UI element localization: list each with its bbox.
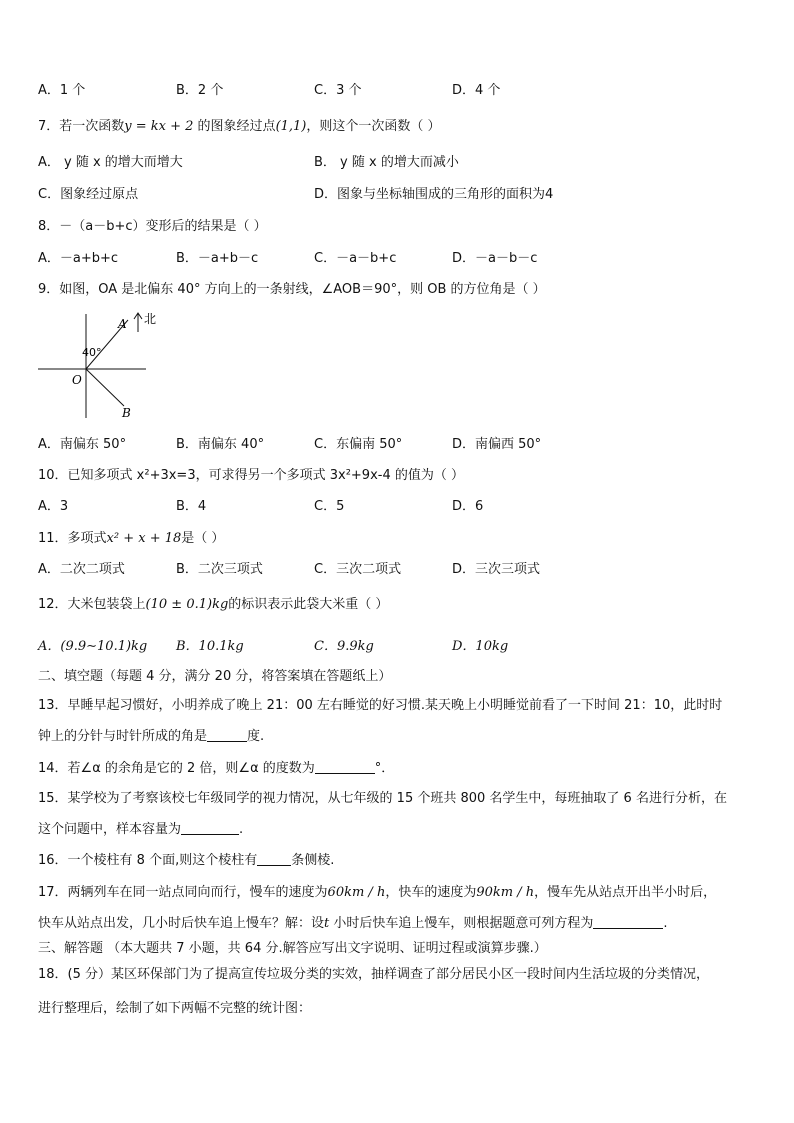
label-angle: 40°	[82, 346, 102, 359]
label-o: O	[72, 373, 82, 387]
q11-prefix: 11．多项式	[38, 531, 107, 546]
q11-suffix: 是（ ）	[181, 531, 225, 546]
q14-stem	[38, 759, 394, 778]
q17-line2-a: 快车从站点出发，几小时后快车追上慢车？解：设	[38, 916, 325, 931]
q12-stem	[38, 596, 388, 614]
q13-line2	[38, 727, 264, 746]
q12-prefix: 12．大米包装袋上	[38, 597, 146, 612]
q15-line2-text: 这个问题中，样本容量为	[38, 822, 182, 837]
q17-line1-a: 17．两辆列车在同一站点同向而行，慢车的速度为	[38, 885, 328, 900]
q11-option-d: D．三次三项式	[452, 562, 541, 577]
q13-answer-blank[interactable]	[207, 727, 247, 742]
q7-formula: y = kx + 2	[124, 119, 194, 134]
q11-option-a: A．二次二项式	[38, 562, 125, 577]
q14-end: °．	[374, 761, 395, 776]
q6-option-a: A．1 个	[38, 83, 86, 98]
q17-line2-b: 小时后快车追上慢车，则根据题意可列方程为	[329, 916, 594, 931]
q18-line1: 18．(5 分）某区环保部门为了提高宣传垃圾分类的实效，抽样调查了部分居民小区一段时间内生活垃圾的分类情况，	[38, 967, 710, 982]
q8-stem: 8．－（a－b+c）变形后的结果是（ ）	[38, 219, 267, 234]
q7-prefix: 7．若一次函数	[38, 119, 125, 134]
q6-option-b: B．2 个	[176, 83, 224, 98]
q9-option-b: B．南偏东 40°	[176, 437, 265, 452]
q9-option-d: D．南偏西 50°	[452, 437, 542, 452]
q16-end: 条侧棱.	[291, 853, 335, 868]
q10-option-d: D．6	[452, 499, 484, 514]
q15-answer-blank[interactable]	[181, 820, 239, 835]
q9-option-a: A．南偏东 50°	[38, 437, 127, 452]
q8-option-b: B．－a+b－c	[176, 251, 259, 266]
q15-line1: 15．某学校为了考察该校七年级同学的视力情况，从七年级的 15 个班共 800 名学生中，每班抽取了 6 名进行分析，在	[38, 791, 727, 806]
q9-stem: 9．如图，OA 是北偏东 40° 方向上的一条射线，∠AOB＝90°，则 OB 的方位角是（ ）	[38, 282, 546, 297]
q12-option-c: C．9.9kg	[314, 639, 374, 654]
q18-line2: 进行整理后，绘制了如下两幅不完整的统计图：	[38, 1001, 312, 1016]
q13-line2-end: 度.	[247, 729, 265, 744]
q7-option-c: C．图象经过原点	[38, 187, 139, 202]
section-2-heading: 二、填空题（每题 4 分，满分 20 分，将答案填在答题纸上）	[38, 669, 392, 684]
label-a: A	[118, 317, 127, 331]
q8-option-c: C．－a－b+c	[314, 251, 397, 266]
q14-answer-blank[interactable]	[315, 759, 375, 774]
q17-speed-fast: 90km / h	[476, 885, 535, 900]
q14-text: 14．若∠α 的余角是它的 2 倍，则∠α 的度数为	[38, 761, 315, 776]
label-b: B	[122, 406, 131, 420]
q16-text: 16．一个棱柱有 8 个面,则这个棱柱有	[38, 853, 258, 868]
q17-variable: t	[324, 916, 330, 931]
q13-line2-text: 钟上的分针与时针所成的角是	[38, 729, 208, 744]
q17-line1-b: ，快车的速度为	[385, 885, 477, 900]
q7-suffix: ，则这个一次函数（ ）	[306, 119, 441, 134]
q11-option-c: C．三次二项式	[314, 562, 402, 577]
q6-option-c: C．3 个	[314, 83, 362, 98]
q17-answer-blank[interactable]	[593, 914, 663, 929]
q12-option-a: A．(9.9∼10.1)kg	[38, 639, 148, 654]
q10-option-b: B．4	[176, 499, 207, 514]
q9-option-c: C．东偏南 50°	[314, 437, 403, 452]
q7-stem	[38, 118, 441, 136]
q6-option-d: D．4 个	[452, 83, 501, 98]
label-north: 北	[144, 312, 157, 326]
q15-line2-end: .	[239, 822, 244, 837]
q17-speed-slow: 60km / h	[327, 885, 386, 900]
q11-option-b: B．二次三项式	[176, 562, 263, 577]
section-3-heading: 三、解答题 （本大题共 7 小题，共 64 分.解答应写出文字说明、证明过程或演算步骤.）	[38, 941, 547, 956]
q9-figure	[30, 306, 160, 424]
q7-option-b: B． y 随 x 的增大而减小	[314, 155, 459, 170]
q7-option-a: A． y 随 x 的增大而增大	[38, 155, 183, 170]
q7-middle: 的图象经过点	[193, 119, 276, 134]
q12-option-b: B．10.1kg	[176, 639, 244, 654]
q15-line2	[38, 820, 243, 839]
q17-line1	[38, 884, 716, 902]
q8-option-d: D．－a－b－c	[452, 251, 538, 266]
q7-point: (1,1)	[275, 119, 307, 134]
q11-stem	[38, 530, 224, 548]
q7-option-d: D．图象与坐标轴围成的三角形的面积为4	[314, 187, 554, 202]
q12-suffix: 的标识表示此袋大米重（ ）	[228, 597, 389, 612]
q17-line2	[38, 914, 668, 933]
q12-formula: (10 ± 0.1)kg	[145, 597, 229, 612]
q8-option-a: A．－a+b+c	[38, 251, 119, 266]
q16-answer-blank[interactable]	[257, 851, 291, 866]
q17-line2-end: .	[663, 916, 668, 931]
q10-option-a: A．3	[38, 499, 69, 514]
q16-stem	[38, 851, 334, 870]
q10-option-c: C．5	[314, 499, 345, 514]
q12-option-d: D．10kg	[452, 639, 509, 654]
q10-stem: 10．已知多项式 x²+3x=3，可求得另一个多项式 3x²+9x-4 的值为（ ）	[38, 468, 464, 483]
q11-formula: x² + x + 18	[106, 531, 182, 546]
q13-line1: 13．早睡早起习惯好，小明养成了晚上 21：00 左右睡觉的好习惯.某天晚上小明睡觉前看了一下时间 21：10，此时时	[38, 698, 723, 713]
ray-ob	[86, 369, 124, 406]
q17-line1-c: ，慢车先从站点开出半小时后，	[534, 885, 717, 900]
